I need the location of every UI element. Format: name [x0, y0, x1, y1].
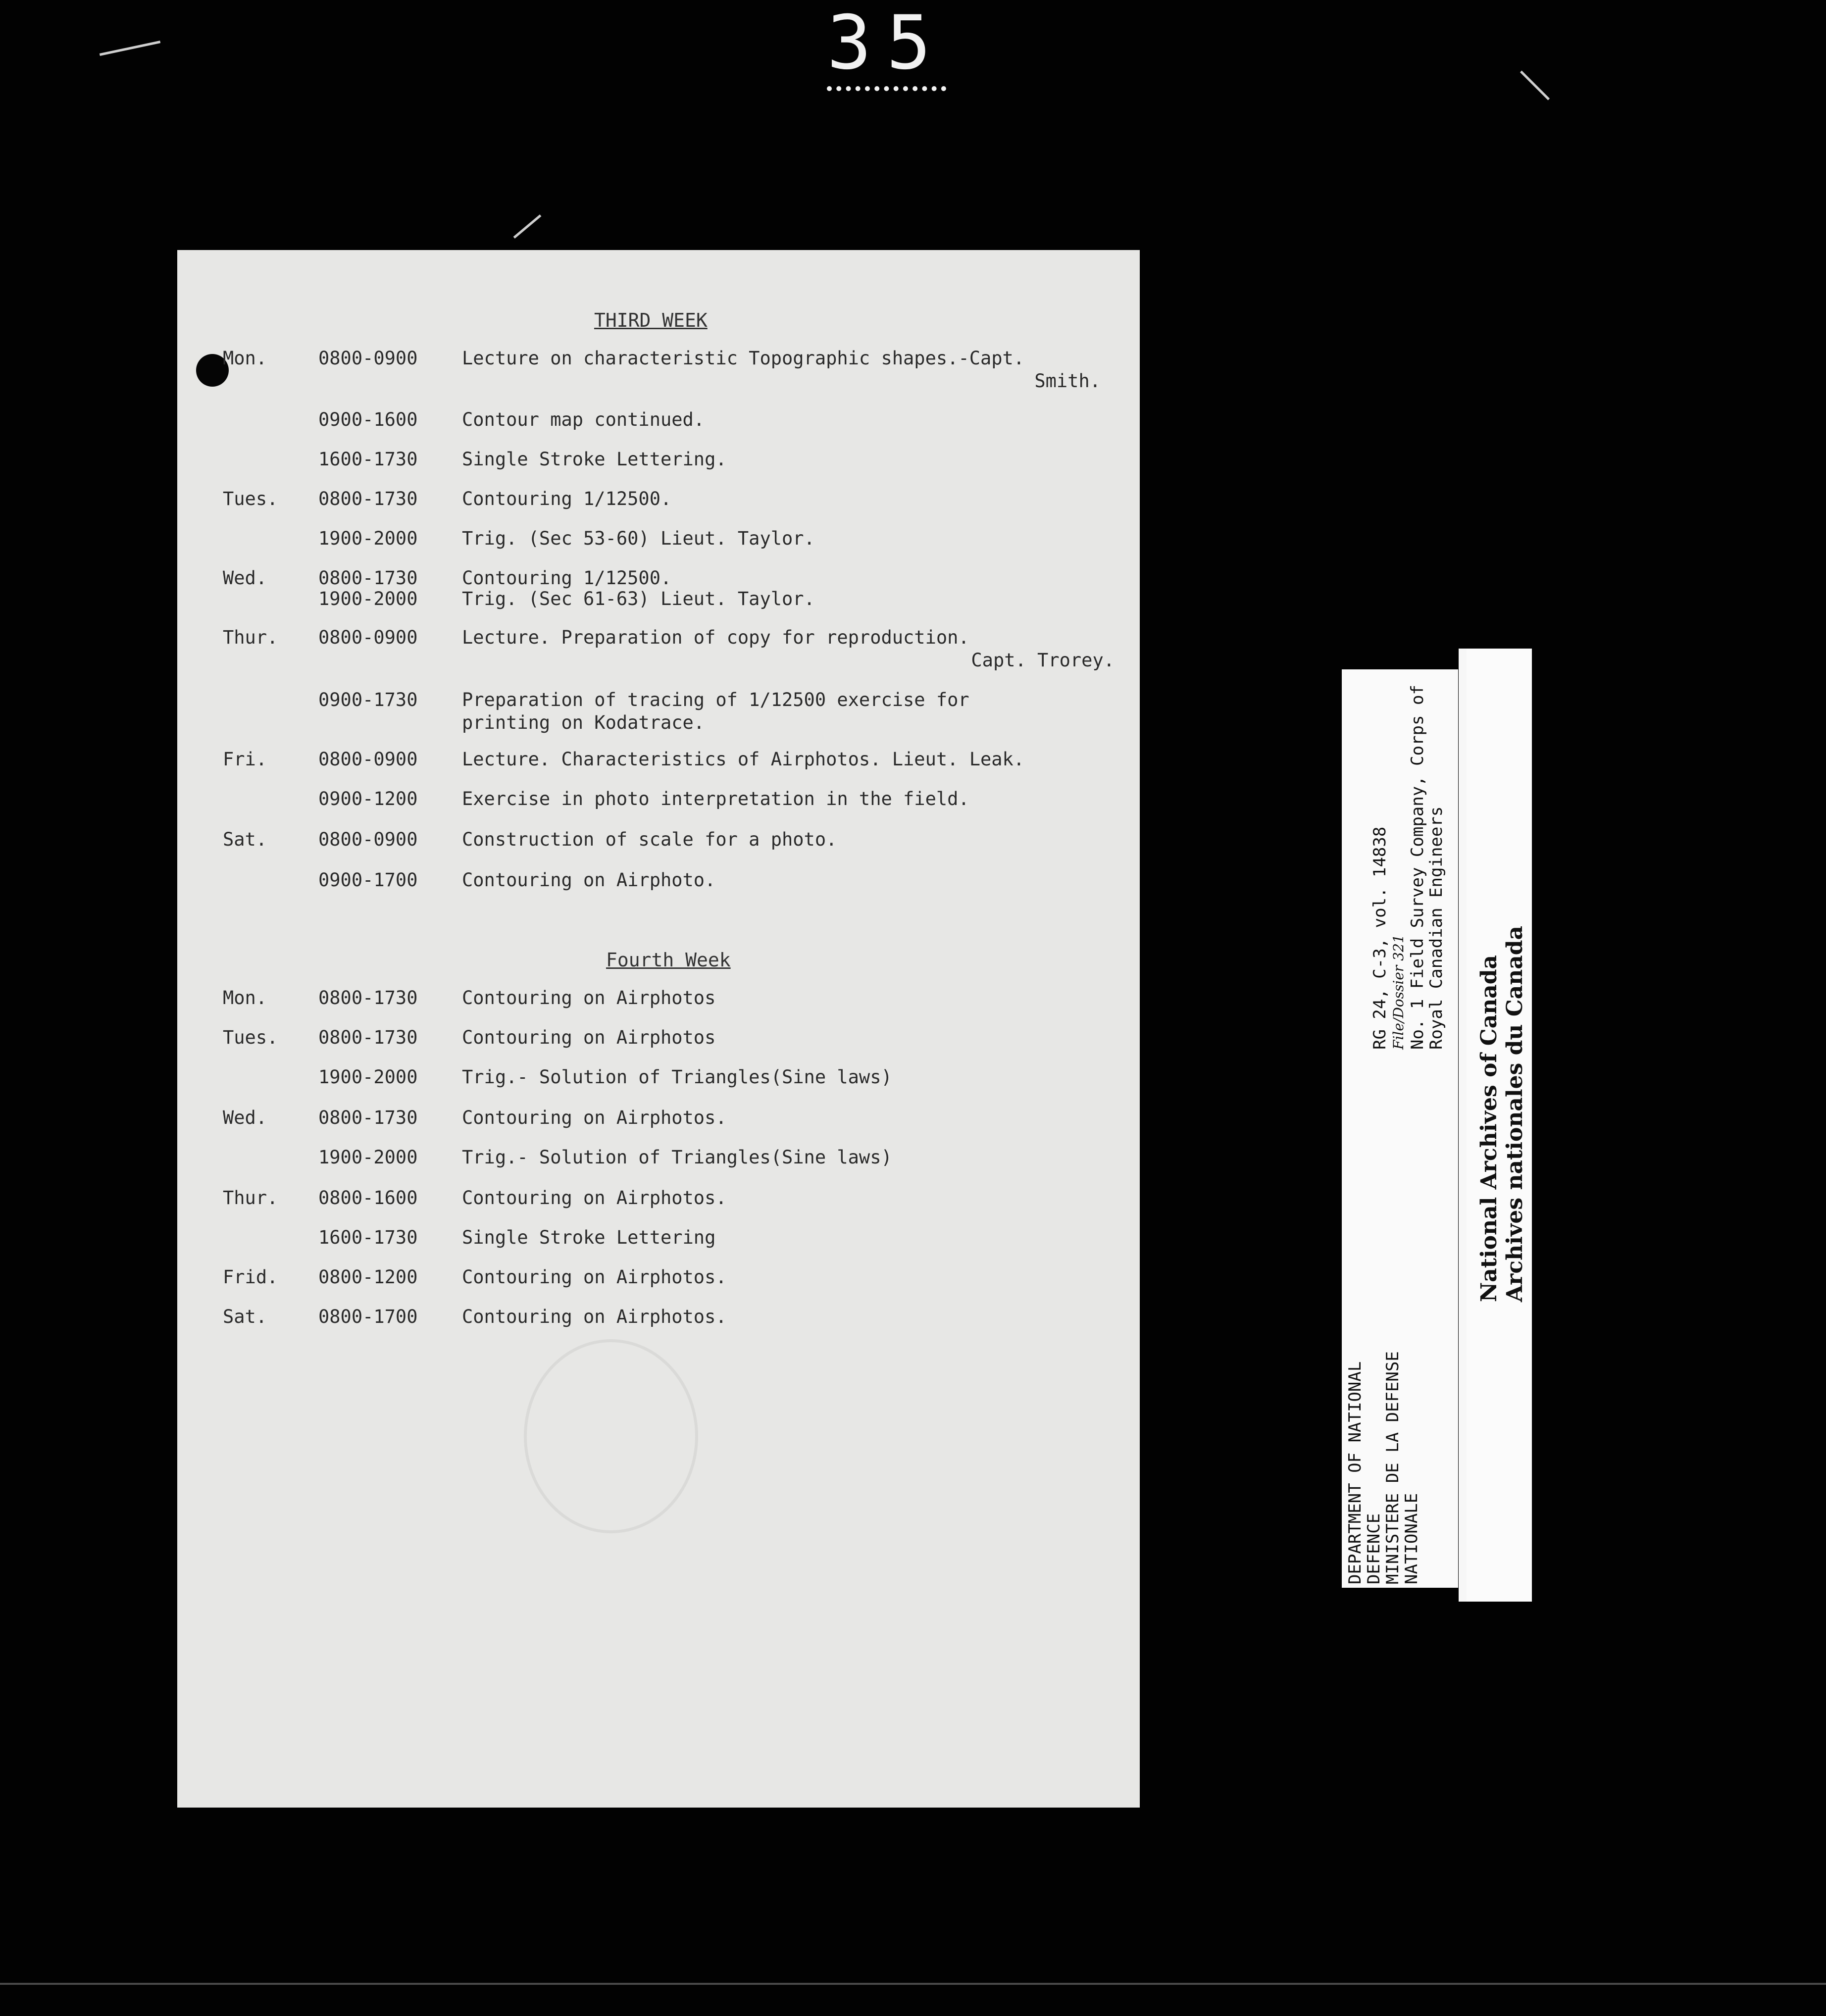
- time: 0900-1730: [318, 689, 418, 710]
- time: 0800-0900: [318, 348, 418, 369]
- activity: Contouring on Airphotos.: [462, 1187, 727, 1209]
- time: 1900-2000: [318, 1066, 418, 1088]
- film-scratch: [513, 214, 542, 239]
- time: 0800-1730: [318, 1107, 418, 1128]
- dept-fr-1: MINISTERE DE LA DEFENSE: [1383, 1351, 1403, 1584]
- instructor: Capt. Trorey.: [971, 650, 1115, 671]
- time: 0900-1600: [318, 409, 418, 430]
- time: 0800-1730: [318, 488, 418, 509]
- activity: Single Stroke Lettering.: [462, 449, 727, 470]
- reference-number: RG 24, C-3, vol. 14838: [1370, 826, 1390, 1050]
- time: 0800-1730: [318, 567, 418, 589]
- time: 0800-1600: [318, 1187, 418, 1209]
- film-scratch: [100, 41, 160, 56]
- activity: Lecture. Characteristics of Airphotos. Lieut. Leak.: [462, 749, 1025, 770]
- activity: Contouring on Airphotos: [462, 1027, 716, 1048]
- activity-text: Lecture. Preparation of copy for reproduction.: [462, 627, 969, 648]
- film-scratch: [1520, 70, 1550, 100]
- unit-name-2: Royal Canadian Engineers: [1426, 806, 1446, 1050]
- time: 1600-1730: [318, 449, 418, 470]
- faded-stamp: [524, 1339, 698, 1533]
- activity: Contouring 1/12500.: [462, 567, 672, 589]
- time: 0800-1730: [318, 987, 418, 1008]
- day: Sat.: [223, 829, 267, 850]
- day: Thur.: [223, 1187, 278, 1209]
- activity: [462, 626, 1120, 672]
- activity: Trig. (Sec 53-60) Lieut. Taylor.: [462, 528, 815, 549]
- frame-number: 35: [827, 0, 946, 91]
- dept-en-2: DEFENCE: [1364, 1513, 1384, 1584]
- time: 1900-2000: [318, 588, 418, 609]
- activity: Exercise in photo interpretation in the field.: [462, 788, 969, 809]
- day: Sat.: [223, 1306, 267, 1327]
- reference-text: [1370, 685, 1446, 1050]
- time: 0900-1700: [318, 869, 418, 891]
- day: Tues.: [223, 1027, 278, 1048]
- time: 0900-1200: [318, 788, 418, 809]
- instructor: Smith.: [1034, 370, 1101, 392]
- activity-text: Lecture on characteristic Topographic shapes.-Capt.: [462, 348, 1025, 369]
- time: 0800-1200: [318, 1266, 418, 1288]
- activity: Contouring on Airphotos: [462, 987, 716, 1008]
- time: 1900-2000: [318, 528, 418, 549]
- day: Wed.: [223, 567, 267, 589]
- time: 1900-2000: [318, 1147, 418, 1168]
- day: Tues.: [223, 488, 278, 509]
- activity: Contouring on Airphotos.: [462, 1306, 727, 1327]
- document-page: [177, 250, 1140, 1808]
- time: 0800-1700: [318, 1306, 418, 1327]
- archive-name-text: [1476, 926, 1528, 1302]
- file-number: File/Dossier 321: [1390, 934, 1407, 1050]
- day: Thur.: [223, 627, 278, 648]
- activity: Preparation of tracing of 1/12500 exercise for printing on Kodatrace.: [462, 689, 969, 733]
- activity: Contouring on Airphotos.: [462, 1107, 727, 1128]
- dept-en-1: DEPARTMENT OF NATIONAL: [1345, 1361, 1365, 1584]
- day: Frid.: [223, 1266, 278, 1288]
- activity: Contouring on Airphoto.: [462, 869, 716, 891]
- fourth-week-title: Fourth Week: [606, 949, 731, 971]
- department-text: [1346, 1351, 1421, 1584]
- activity: Contouring 1/12500.: [462, 488, 672, 509]
- time: 1600-1730: [318, 1227, 418, 1248]
- activity: Trig. (Sec 61-63) Lieut. Taylor.: [462, 588, 815, 609]
- third-week-title: THIRD WEEK: [594, 309, 708, 331]
- activity: [462, 347, 1120, 393]
- activity: Trig.- Solution of Triangles(Sine laws): [462, 1066, 892, 1088]
- time: 0800-1730: [318, 1027, 418, 1048]
- unit-name-1: No. 1 Field Survey Company, Corps of: [1408, 685, 1427, 1050]
- time: 0800-0900: [318, 749, 418, 770]
- day: Mon.: [223, 987, 267, 1008]
- archive-name-fr: Archives nationales du Canada: [1502, 925, 1527, 1302]
- day: Mon.: [223, 348, 267, 369]
- film-edge-line: [0, 1983, 1826, 1985]
- day: Fri.: [223, 749, 267, 770]
- activity: Contouring on Airphotos.: [462, 1266, 727, 1288]
- activity: Contour map continued.: [462, 409, 705, 430]
- activity: Trig.- Solution of Triangles(Sine laws): [462, 1147, 892, 1168]
- activity: Construction of scale for a photo.: [462, 829, 837, 850]
- dept-fr-2: NATIONALE: [1402, 1493, 1421, 1584]
- activity: Single Stroke Lettering: [462, 1227, 716, 1248]
- time: 0800-0900: [318, 829, 418, 850]
- time: 0800-0900: [318, 627, 418, 648]
- archive-name-en: National Archives of Canada: [1476, 955, 1502, 1302]
- day: Wed.: [223, 1107, 267, 1128]
